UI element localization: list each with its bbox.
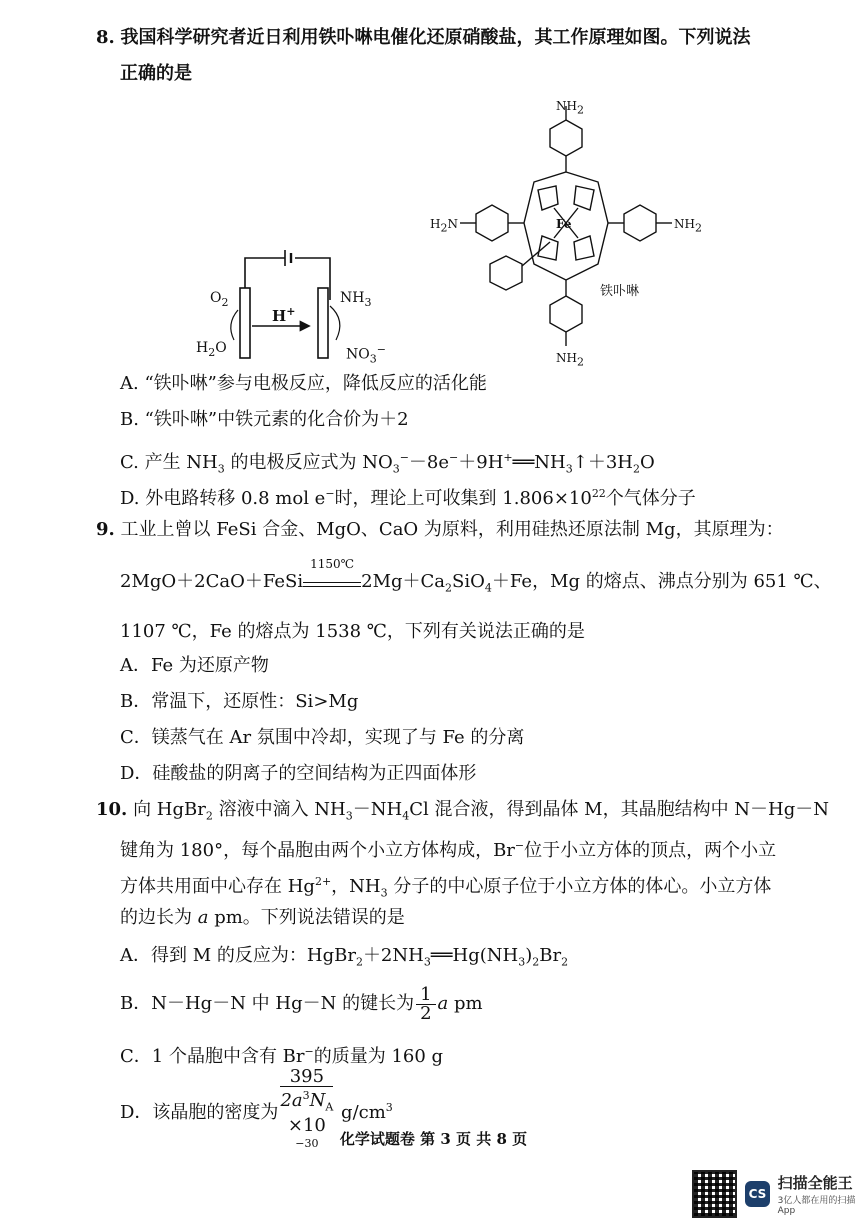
q9-number: 9. (96, 519, 115, 540)
q9-stem-line3: 1107 ℃，Fe 的熔点为 1538 ℃，下列有关说法正确的是 (120, 621, 585, 642)
q10-stem-line3: 方体共用面中心存在 $Hg^{2+}$，$NH_3$ 分子的中心原子位于小立方体的体心。小立方体 (120, 875, 772, 900)
q8-option-d[interactable]: D. 外电路转移 0.8 mol e−时，理论上可收集到 $1.806\times 10^{22}$个气体分子 (120, 487, 696, 509)
q10-option-a[interactable]: A．得到 M 的反应为：$HgBr_2+2NH_3══Hg(NH_3)_2Br_2$ (120, 945, 569, 969)
q8-stem-line1: 我国科学研究者近日利用铁卟啉电催化还原硝酸盐，其工作原理如图。下列说法 (120, 27, 751, 48)
q8-number: 8. (96, 27, 115, 48)
q8-option-c[interactable]: C. 产生 $NH_3$ 的电极反应式为 $NO_3^--8e^-+9H^+══NH_3↑+3H_2O$ (120, 451, 655, 476)
page-footer: 化学试题卷 第 3 页 共 8 页 (339, 1130, 528, 1148)
density-fraction: 395 $2a^3N_A$ ×10 $^{-30}$ (280, 1066, 334, 1150)
nh2-bottom-label: $NH_2$ (556, 351, 584, 369)
q9-stem-line1: 工业上曾以 FeSi 合金、MgO、CaO 为原料，利用硅热还原法制 Mg，其原理为： (120, 519, 784, 540)
reaction-condition: 1150℃ (303, 572, 361, 587)
cell-label-no3: $NO_3^-$ (346, 343, 386, 366)
q8-stem-line2: 正确的是 (120, 63, 192, 84)
q10-option-d[interactable]: D．该晶胞的密度为 395 $2a^3N_A$ ×10 $^{-30}$ $g/cm^3$ (120, 1068, 393, 1158)
q10-option-c[interactable]: C．1 个晶胞中含有 Br−的质量为 160 g (120, 1045, 444, 1067)
camscanner-logo-icon: CS (745, 1181, 769, 1207)
brand-title: 扫描全能王 (777, 1174, 853, 1192)
q9-stem (96, 518, 784, 542)
cell-label-h-plus: H+ (272, 305, 296, 325)
q9-equation: 2MgO＋2CaO＋FeSi 1150℃ $2Mg+Ca_2SiO_4+Fe$，Mg 的熔点、沸点分别为 651 ℃、 (120, 557, 832, 595)
scanner-watermark (692, 1170, 867, 1218)
cell-label-h2o: $H_2O$ (196, 340, 227, 359)
q10-stem-line4: 的边长为 a pm。下列说法错误的是 (120, 907, 405, 928)
q8-option-b[interactable]: B. “铁卟啉”中铁元素的化合价为＋2 (120, 409, 409, 430)
fraction-one-half: $\frac{1}{2}$ (416, 986, 435, 1023)
nh2-right-label: $NH_2$ (674, 217, 702, 235)
q8-option-a[interactable]: A. “铁卟啉”参与电极反应，降低反应的活化能 (120, 373, 487, 394)
q9-option-a[interactable]: A．Fe 为还原产物 (120, 655, 269, 676)
q10-stem-line1: 10. 向 HgBr$_2$ 溶液中滴入 $NH_3-NH_4Cl$ 混合液，得到晶体 M，其晶胞结构中 N－Hg－N (96, 799, 830, 823)
q9-option-b[interactable]: B．常温下，还原性：Si>Mg (120, 691, 359, 712)
q9-option-c[interactable]: C．镁蒸气在 Ar 氛围中冷却，实现了与 Fe 的分离 (120, 727, 525, 748)
qr-code-icon (692, 1170, 737, 1218)
cell-label-o2: $O_2$ (210, 290, 229, 309)
nh2-left-label: $H_2N$ (430, 217, 458, 235)
cell-label-nh3: $NH_3$ (340, 290, 372, 309)
q10-option-b[interactable]: B．N－Hg－N 中 Hg－N 的键长为 $\frac{1}{2}$ a pm (120, 983, 483, 1024)
molecule-caption: 铁卟啉 (600, 284, 640, 299)
q8-stem (96, 26, 751, 50)
q9-option-d[interactable]: D．硅酸盐的阴离子的空间结构为正四面体形 (120, 763, 477, 784)
q10-stem-line2: 键角为 180°，每个晶胞由两个小立方体构成，Br−位于小立方体的顶点，两个小立 (120, 839, 777, 861)
brand-subtitle: 3亿人都在用的扫描App (777, 1196, 856, 1216)
fe-label: Fe (556, 217, 572, 231)
q10-number: 10. (96, 799, 128, 820)
nh2-top-label: $NH_2$ (556, 99, 584, 117)
